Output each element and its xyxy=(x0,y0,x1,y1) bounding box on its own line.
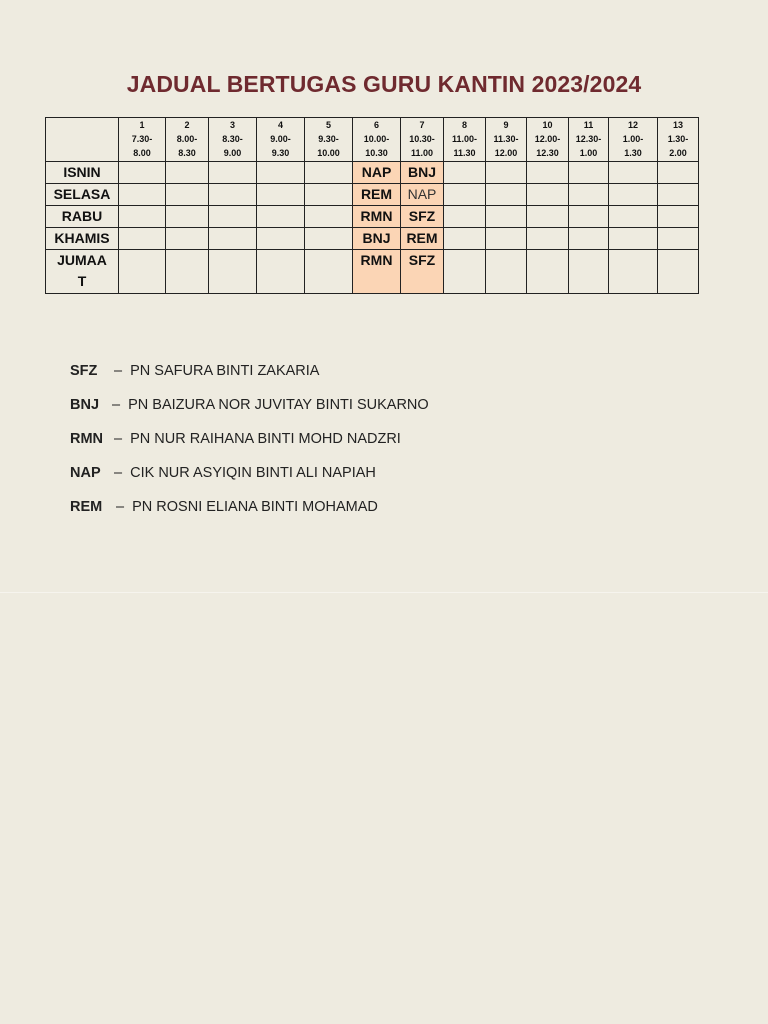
duty-cell: REM xyxy=(401,228,444,250)
legend-separator: – xyxy=(116,499,125,515)
empty-cell xyxy=(444,184,486,206)
empty-cell xyxy=(527,228,569,250)
empty-cell xyxy=(209,184,257,206)
slot-time-end: 9.00 xyxy=(223,148,242,158)
slot-number: 12 xyxy=(627,120,638,130)
slot-number: 8 xyxy=(461,120,467,130)
empty-cell xyxy=(658,206,699,228)
empty-cell xyxy=(486,228,527,250)
table-row xyxy=(46,228,699,250)
slot-header-3 xyxy=(209,118,257,162)
legend-separator: – xyxy=(114,363,123,379)
day-label xyxy=(46,250,119,294)
slot-header-13 xyxy=(658,118,699,162)
slot-time-end: 1.00 xyxy=(579,148,598,158)
day-label: ISNIN xyxy=(46,162,119,184)
empty-cell xyxy=(305,162,353,184)
empty-cell xyxy=(527,162,569,184)
empty-cell xyxy=(444,228,486,250)
slot-time-start: 11.00- xyxy=(451,134,478,144)
slot-time-start: 9.00- xyxy=(270,134,291,144)
slot-number: 13 xyxy=(672,120,683,130)
empty-cell xyxy=(486,162,527,184)
slot-header-1 xyxy=(119,118,166,162)
empty-cell xyxy=(609,206,658,228)
slot-header-12 xyxy=(609,118,658,162)
table-row xyxy=(46,184,699,206)
slot-number: 10 xyxy=(542,120,553,130)
empty-cell xyxy=(166,206,209,228)
slot-time-start: 10.30- xyxy=(409,134,435,144)
empty-cell xyxy=(166,228,209,250)
legend-code: REM xyxy=(70,499,103,515)
slot-time-end: 1.30 xyxy=(624,148,642,158)
empty-cell xyxy=(257,250,305,294)
slot-time-end: 8.30 xyxy=(178,148,196,158)
duty-cell: BNJ xyxy=(401,162,444,184)
slot-number: 1 xyxy=(139,120,145,130)
slot-time-start: 1.30- xyxy=(667,134,689,144)
slot-time-start: 7.30- xyxy=(131,134,153,144)
empty-cell xyxy=(209,228,257,250)
slot-header-6 xyxy=(353,118,401,162)
legend-item xyxy=(70,360,429,394)
slot-header-11 xyxy=(569,118,609,162)
empty-cell xyxy=(658,250,699,294)
empty-cell xyxy=(569,184,609,206)
slot-number: 6 xyxy=(373,120,379,130)
slot-number: 5 xyxy=(325,120,331,130)
duty-cell: NAP xyxy=(353,162,401,184)
legend-name: PN NUR RAIHANA BINTI MOHD NADZRI xyxy=(130,431,401,447)
duty-cell: BNJ xyxy=(353,228,401,250)
duty-cell: NAP xyxy=(401,184,444,206)
slot-header-8 xyxy=(444,118,486,162)
legend-name: CIK NUR ASYIQIN BINTI ALI NAPIAH xyxy=(130,465,376,481)
legend-name: PN ROSNI ELIANA BINTI MOHAMAD xyxy=(132,499,378,515)
duty-cell: REM xyxy=(353,184,401,206)
empty-cell xyxy=(305,250,353,294)
empty-cell xyxy=(569,228,609,250)
slot-time-end: 12.30 xyxy=(536,148,559,158)
empty-cell xyxy=(209,250,257,294)
empty-cell xyxy=(658,162,699,184)
slot-time-start: 12.00- xyxy=(534,134,561,144)
duty-schedule-table xyxy=(45,117,699,294)
legend-code: NAP xyxy=(70,465,101,481)
legend-item xyxy=(70,462,429,496)
day-label: RABU xyxy=(46,206,119,228)
empty-cell xyxy=(257,184,305,206)
empty-cell xyxy=(209,162,257,184)
slot-time-end: 11.00 xyxy=(410,148,434,158)
empty-cell xyxy=(444,162,486,184)
empty-cell xyxy=(527,206,569,228)
empty-cell xyxy=(609,228,658,250)
slot-time-start: 8.30- xyxy=(222,134,243,144)
slot-header-10 xyxy=(527,118,569,162)
slot-header-4 xyxy=(257,118,305,162)
legend-item xyxy=(70,496,429,530)
empty-cell xyxy=(166,184,209,206)
slot-time-end: 11.30 xyxy=(453,148,476,158)
slot-time-end: 8.00 xyxy=(133,148,151,158)
slot-number: 7 xyxy=(419,120,425,130)
empty-cell xyxy=(569,250,609,294)
empty-cell xyxy=(119,250,166,294)
slot-number: 9 xyxy=(503,120,509,130)
legend-name: PN BAIZURA NOR JUVITAY BINTI SUKARNO xyxy=(128,397,429,413)
legend-code: RMN xyxy=(70,431,104,447)
slot-time-end: 10.00 xyxy=(317,148,340,158)
empty-cell xyxy=(444,206,486,228)
duty-cell: SFZ xyxy=(401,250,444,294)
table-row xyxy=(46,250,699,294)
empty-cell xyxy=(257,228,305,250)
empty-cell xyxy=(305,184,353,206)
day-label-line1: JUMAA xyxy=(57,252,107,268)
slot-time-start: 8.00- xyxy=(176,134,198,144)
day-label-line2: T xyxy=(77,273,87,289)
legend-separator: – xyxy=(114,431,123,447)
day-label: KHAMIS xyxy=(46,228,119,250)
slot-time-start: 12.30- xyxy=(575,134,602,144)
empty-cell xyxy=(569,206,609,228)
duty-cell: RMN xyxy=(353,250,401,294)
legend-item xyxy=(70,428,429,462)
legend-code: BNJ xyxy=(70,397,100,413)
slot-time-end: 2.00 xyxy=(669,148,687,158)
empty-cell xyxy=(119,184,166,206)
table-row xyxy=(46,206,699,228)
empty-cell xyxy=(305,206,353,228)
empty-cell xyxy=(658,228,699,250)
empty-cell xyxy=(486,250,527,294)
slot-time-end: 12.00 xyxy=(494,148,518,158)
slot-time-start: 9.30- xyxy=(318,134,339,144)
slot-number: 4 xyxy=(277,120,283,130)
slot-header-2 xyxy=(166,118,209,162)
slot-header-5 xyxy=(305,118,353,162)
legend xyxy=(70,360,429,530)
legend-name: PN SAFURA BINTI ZAKARIA xyxy=(130,363,320,379)
header-corner-cell xyxy=(46,118,119,162)
legend-item xyxy=(70,394,429,428)
empty-cell xyxy=(305,228,353,250)
slot-header-7 xyxy=(401,118,444,162)
slot-time-end: 10.30 xyxy=(365,148,388,158)
empty-cell xyxy=(119,206,166,228)
empty-cell xyxy=(119,228,166,250)
empty-cell xyxy=(257,206,305,228)
duty-cell: RMN xyxy=(353,206,401,228)
page-title: JADUAL BERTUGAS GURU KANTIN 2023/2024 xyxy=(126,71,642,97)
legend-separator: – xyxy=(112,397,121,413)
slot-time-start: 11.30- xyxy=(493,134,519,144)
empty-cell xyxy=(527,184,569,206)
header-row xyxy=(46,118,699,162)
empty-cell xyxy=(527,250,569,294)
empty-cell xyxy=(609,250,658,294)
empty-cell xyxy=(166,250,209,294)
slot-number: 2 xyxy=(184,120,190,130)
empty-cell xyxy=(119,162,166,184)
empty-cell xyxy=(257,162,305,184)
empty-cell xyxy=(569,162,609,184)
legend-code: SFZ xyxy=(70,363,98,379)
day-label: SELASA xyxy=(46,184,119,206)
empty-cell xyxy=(609,162,658,184)
slot-header-9 xyxy=(486,118,527,162)
empty-cell xyxy=(486,184,527,206)
legend-separator: – xyxy=(114,465,123,481)
slot-number: 3 xyxy=(229,120,235,130)
table-row xyxy=(46,162,699,184)
slot-number: 11 xyxy=(583,120,594,130)
empty-cell xyxy=(609,184,658,206)
slot-time-end: 9.30 xyxy=(271,148,290,158)
empty-cell xyxy=(658,184,699,206)
slot-time-start: 10.00- xyxy=(363,134,390,144)
empty-cell xyxy=(444,250,486,294)
page-fold-line xyxy=(0,592,768,593)
slot-time-start: 1.00- xyxy=(622,134,644,144)
empty-cell xyxy=(166,162,209,184)
empty-cell xyxy=(209,206,257,228)
duty-cell: SFZ xyxy=(401,206,444,228)
empty-cell xyxy=(486,206,527,228)
